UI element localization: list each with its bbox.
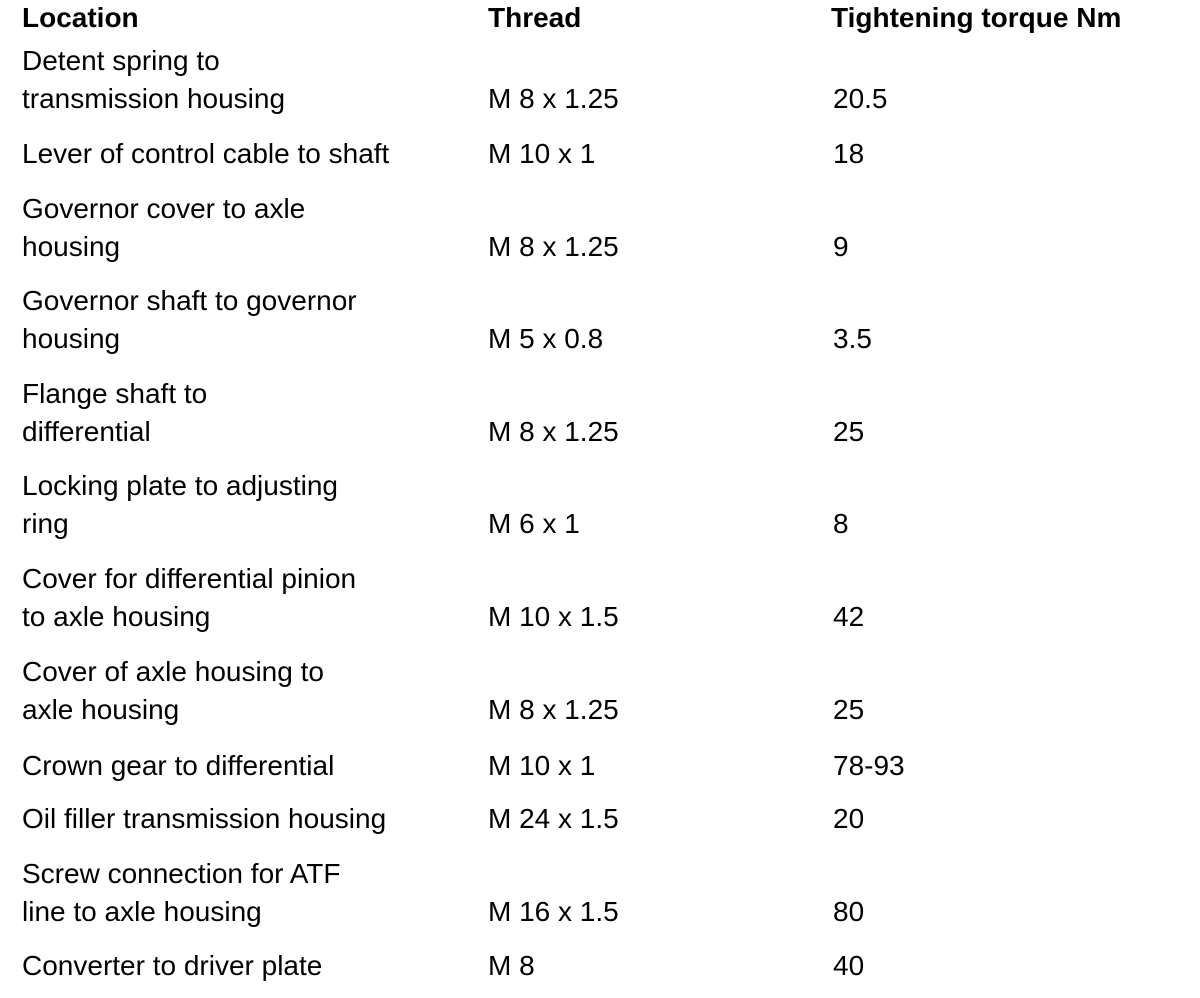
thread-cell: M 6 x 1	[488, 508, 580, 539]
location-line2: to axle housing	[22, 601, 211, 632]
thread-cell: M 8 x 1.25	[488, 694, 619, 725]
thread-cell: M 16 x 1.5	[488, 896, 619, 927]
location-cell: Lever of control cable to shaft	[22, 138, 390, 169]
location-cell	[22, 653, 324, 729]
location-cell	[22, 42, 285, 118]
location-line1: Detent spring to	[22, 45, 220, 76]
location-line1: Cover for differential pinion	[22, 563, 357, 594]
thread-cell: M 10 x 1	[488, 138, 596, 169]
location-cell	[22, 467, 338, 543]
thread-cell: M 10 x 1	[488, 750, 596, 781]
torque-cell: 42	[833, 601, 865, 632]
torque-cell: 25	[833, 694, 865, 725]
location-line2: housing	[22, 323, 121, 354]
thread-cell: M 10 x 1.5	[488, 601, 619, 632]
thread-cell: M 8 x 1.25	[488, 416, 619, 447]
location-line1: Flange shaft to	[22, 378, 208, 409]
location-cell	[22, 560, 356, 636]
torque-cell: 78-93	[833, 750, 905, 781]
location-line1: Screw connection for ATF	[22, 858, 341, 889]
torque-cell: 8	[833, 508, 849, 539]
location-cell	[22, 375, 207, 451]
location-line2: differential	[22, 416, 151, 447]
location-cell: Oil filler transmission housing	[22, 803, 387, 834]
torque-cell: 3.5	[833, 323, 872, 354]
location-cell	[22, 190, 305, 266]
location-cell	[22, 282, 357, 358]
torque-cell: 18	[833, 138, 865, 169]
thread-cell: M 24 x 1.5	[488, 803, 619, 834]
thread-cell: M 8 x 1.25	[488, 231, 619, 262]
torque-cell: 9	[833, 231, 849, 262]
location-cell: Converter to driver plate	[22, 950, 323, 981]
header-torque: Tightening torque Nm	[831, 2, 1122, 33]
location-line2: axle housing	[22, 694, 180, 725]
location-cell	[22, 855, 341, 931]
location-line2: transmission housing	[22, 83, 286, 114]
location-line2: ring	[22, 508, 69, 539]
torque-cell: 40	[833, 950, 865, 981]
table-header	[0, 0, 1200, 40]
location-line1: Cover of axle housing to	[22, 656, 324, 687]
torque-cell: 25	[833, 416, 865, 447]
location-line2: housing	[22, 231, 121, 262]
header-thread: Thread	[488, 2, 582, 33]
location-cell: Crown gear to differential	[22, 750, 335, 781]
torque-cell: 20.5	[833, 83, 888, 114]
thread-cell: M 8	[488, 950, 535, 981]
location-line1: Governor cover to axle	[22, 193, 306, 224]
thread-cell: M 5 x 0.8	[488, 323, 604, 354]
header-location: Location	[22, 2, 139, 33]
location-line1: Governor shaft to governor	[22, 285, 357, 316]
torque-cell: 80	[833, 896, 865, 927]
torque-cell: 20	[833, 803, 865, 834]
location-line2: line to axle housing	[22, 896, 262, 927]
thread-cell: M 8 x 1.25	[488, 83, 619, 114]
location-line1: Locking plate to adjusting	[22, 470, 338, 501]
